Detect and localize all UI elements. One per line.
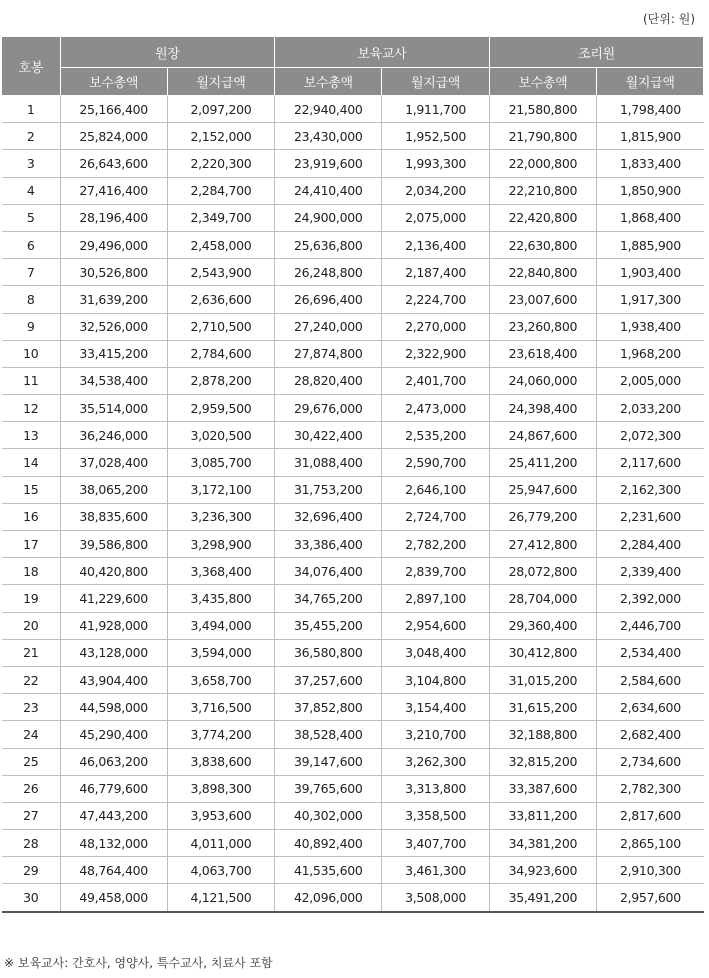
- teacher-monthly-cell: 2,646,100: [382, 476, 489, 503]
- cook-total-cell: 31,015,200: [489, 666, 596, 693]
- director-total-cell: 38,835,600: [60, 503, 167, 530]
- grade-cell: 22: [2, 666, 60, 693]
- teacher-monthly-cell: 3,210,700: [382, 721, 489, 748]
- teacher-total-cell: 24,900,000: [275, 204, 382, 231]
- cook-total-cell: 22,630,800: [489, 231, 596, 258]
- director-monthly-cell: 3,953,600: [167, 802, 274, 829]
- director-total-cell: 38,065,200: [60, 476, 167, 503]
- director-total-cell: 46,063,200: [60, 748, 167, 775]
- table-row: [2, 666, 704, 693]
- cook-monthly-cell: 1,885,900: [597, 231, 704, 258]
- table-row: [2, 585, 704, 612]
- table-row: [2, 721, 704, 748]
- teacher-total-cell: 32,696,400: [275, 503, 382, 530]
- teacher-total-cell: 39,147,600: [275, 748, 382, 775]
- director-total-cell: 37,028,400: [60, 449, 167, 476]
- cook-monthly-cell: 2,117,600: [597, 449, 704, 476]
- director-total-cell: 31,639,200: [60, 286, 167, 313]
- grade-cell: 17: [2, 531, 60, 558]
- director-total-cell: 25,166,400: [60, 96, 167, 123]
- director-monthly-cell: 3,298,900: [167, 531, 274, 558]
- grade-cell: 23: [2, 694, 60, 721]
- director-monthly-cell: 3,494,000: [167, 612, 274, 639]
- table-row: [2, 857, 704, 884]
- director-total-cell: 45,290,400: [60, 721, 167, 748]
- teacher-monthly-cell: 1,993,300: [382, 150, 489, 177]
- grade-cell: 21: [2, 639, 60, 666]
- cook-total-cell: 34,923,600: [489, 857, 596, 884]
- teacher-monthly-cell: 1,911,700: [382, 96, 489, 123]
- teacher-total-cell: 23,430,000: [275, 123, 382, 150]
- table-row: [2, 639, 704, 666]
- grade-cell: 27: [2, 802, 60, 829]
- cook-monthly-cell: 2,957,600: [597, 884, 704, 912]
- table-row: [2, 531, 704, 558]
- teacher-total-cell: 37,257,600: [275, 666, 382, 693]
- footnote: ※ 보육교사: 간호사, 영양사, 특수교사, 치료사 포함: [4, 956, 273, 970]
- cook-monthly-cell: 2,072,300: [597, 422, 704, 449]
- teacher-monthly-cell: 3,048,400: [382, 639, 489, 666]
- cook-monthly-cell: 1,938,400: [597, 313, 704, 340]
- cook-total-cell: 32,188,800: [489, 721, 596, 748]
- grade-cell: 12: [2, 395, 60, 422]
- table-row: [2, 476, 704, 503]
- grade-cell: 3: [2, 150, 60, 177]
- director-monthly-cell: 2,097,200: [167, 96, 274, 123]
- cook-monthly-cell: 2,534,400: [597, 639, 704, 666]
- teacher-total-cell: 27,240,000: [275, 313, 382, 340]
- header-teacher-total: 보수총액: [275, 68, 382, 96]
- director-monthly-cell: 2,710,500: [167, 313, 274, 340]
- director-monthly-cell: 3,085,700: [167, 449, 274, 476]
- teacher-monthly-cell: 3,104,800: [382, 666, 489, 693]
- cook-total-cell: 35,491,200: [489, 884, 596, 912]
- teacher-monthly-cell: 2,322,900: [382, 340, 489, 367]
- cook-monthly-cell: 2,446,700: [597, 612, 704, 639]
- teacher-monthly-cell: 2,897,100: [382, 585, 489, 612]
- teacher-monthly-cell: 2,782,200: [382, 531, 489, 558]
- director-monthly-cell: 3,236,300: [167, 503, 274, 530]
- grade-cell: 18: [2, 558, 60, 585]
- table-row: [2, 177, 704, 204]
- grade-cell: 1: [2, 96, 60, 123]
- cook-total-cell: 27,412,800: [489, 531, 596, 558]
- teacher-total-cell: 42,096,000: [275, 884, 382, 912]
- director-total-cell: 30,526,800: [60, 259, 167, 286]
- director-total-cell: 40,420,800: [60, 558, 167, 585]
- table-row: [2, 150, 704, 177]
- teacher-monthly-cell: 2,954,600: [382, 612, 489, 639]
- teacher-monthly-cell: 2,075,000: [382, 204, 489, 231]
- pay-table: [2, 36, 704, 913]
- cook-monthly-cell: 2,392,000: [597, 585, 704, 612]
- header-director-total: 보수총액: [60, 68, 167, 96]
- grade-cell: 14: [2, 449, 60, 476]
- cook-total-cell: 21,580,800: [489, 96, 596, 123]
- header-cook-total: 보수총액: [489, 68, 596, 96]
- grade-cell: 20: [2, 612, 60, 639]
- cook-monthly-cell: 2,734,600: [597, 748, 704, 775]
- teacher-monthly-cell: 2,473,000: [382, 395, 489, 422]
- teacher-total-cell: 22,940,400: [275, 96, 382, 123]
- table-row: [2, 612, 704, 639]
- cook-total-cell: 28,072,800: [489, 558, 596, 585]
- teacher-total-cell: 27,874,800: [275, 340, 382, 367]
- cook-total-cell: 29,360,400: [489, 612, 596, 639]
- cook-total-cell: 31,615,200: [489, 694, 596, 721]
- director-monthly-cell: 2,284,700: [167, 177, 274, 204]
- director-total-cell: 41,229,600: [60, 585, 167, 612]
- director-total-cell: 27,416,400: [60, 177, 167, 204]
- cook-total-cell: 33,387,600: [489, 775, 596, 802]
- grade-cell: 24: [2, 721, 60, 748]
- grade-cell: 10: [2, 340, 60, 367]
- table-row: [2, 96, 704, 123]
- table-row: [2, 123, 704, 150]
- grade-cell: 9: [2, 313, 60, 340]
- header-teacher-monthly: 월지급액: [382, 68, 489, 96]
- director-total-cell: 43,128,000: [60, 639, 167, 666]
- teacher-total-cell: 28,820,400: [275, 367, 382, 394]
- director-total-cell: 36,246,000: [60, 422, 167, 449]
- director-monthly-cell: 2,458,000: [167, 231, 274, 258]
- director-total-cell: 49,458,000: [60, 884, 167, 912]
- teacher-total-cell: 40,302,000: [275, 802, 382, 829]
- director-total-cell: 48,132,000: [60, 830, 167, 857]
- director-monthly-cell: 3,838,600: [167, 748, 274, 775]
- teacher-total-cell: 23,919,600: [275, 150, 382, 177]
- table-body: [2, 96, 704, 912]
- cook-monthly-cell: 2,584,600: [597, 666, 704, 693]
- director-monthly-cell: 4,011,000: [167, 830, 274, 857]
- teacher-total-cell: 24,410,400: [275, 177, 382, 204]
- cook-monthly-cell: 2,682,400: [597, 721, 704, 748]
- header-group-cook: 조리원: [489, 37, 704, 68]
- header-director-monthly: 월지급액: [167, 68, 274, 96]
- teacher-total-cell: 31,753,200: [275, 476, 382, 503]
- grade-cell: 8: [2, 286, 60, 313]
- director-total-cell: 33,415,200: [60, 340, 167, 367]
- table-row: [2, 503, 704, 530]
- cook-monthly-cell: 1,850,900: [597, 177, 704, 204]
- table-row: [2, 231, 704, 258]
- cook-monthly-cell: 2,339,400: [597, 558, 704, 585]
- director-total-cell: 46,779,600: [60, 775, 167, 802]
- grade-cell: 26: [2, 775, 60, 802]
- director-total-cell: 41,928,000: [60, 612, 167, 639]
- teacher-monthly-cell: 2,270,000: [382, 313, 489, 340]
- teacher-total-cell: 34,076,400: [275, 558, 382, 585]
- table-row: [2, 367, 704, 394]
- grade-cell: 15: [2, 476, 60, 503]
- cook-monthly-cell: 1,903,400: [597, 259, 704, 286]
- teacher-monthly-cell: 2,034,200: [382, 177, 489, 204]
- director-monthly-cell: 2,543,900: [167, 259, 274, 286]
- teacher-total-cell: 26,696,400: [275, 286, 382, 313]
- grade-cell: 25: [2, 748, 60, 775]
- cook-total-cell: 23,007,600: [489, 286, 596, 313]
- director-monthly-cell: 3,020,500: [167, 422, 274, 449]
- cook-monthly-cell: 1,917,300: [597, 286, 704, 313]
- grade-cell: 5: [2, 204, 60, 231]
- teacher-total-cell: 40,892,400: [275, 830, 382, 857]
- teacher-total-cell: 31,088,400: [275, 449, 382, 476]
- table-row: [2, 694, 704, 721]
- cook-total-cell: 24,398,400: [489, 395, 596, 422]
- cook-total-cell: 22,000,800: [489, 150, 596, 177]
- cook-monthly-cell: 1,815,900: [597, 123, 704, 150]
- unit-label: (단위: 원): [643, 12, 695, 26]
- cook-total-cell: 26,779,200: [489, 503, 596, 530]
- grade-cell: 2: [2, 123, 60, 150]
- cook-monthly-cell: 1,833,400: [597, 150, 704, 177]
- cook-monthly-cell: 2,284,400: [597, 531, 704, 558]
- teacher-monthly-cell: 2,839,700: [382, 558, 489, 585]
- cook-monthly-cell: 2,005,000: [597, 367, 704, 394]
- teacher-monthly-cell: 3,508,000: [382, 884, 489, 912]
- director-total-cell: 34,538,400: [60, 367, 167, 394]
- grade-cell: 11: [2, 367, 60, 394]
- cook-total-cell: 24,867,600: [489, 422, 596, 449]
- director-monthly-cell: 3,368,400: [167, 558, 274, 585]
- cook-monthly-cell: 2,865,100: [597, 830, 704, 857]
- teacher-total-cell: 33,386,400: [275, 531, 382, 558]
- cook-monthly-cell: 2,162,300: [597, 476, 704, 503]
- table-row: [2, 775, 704, 802]
- teacher-monthly-cell: 3,313,800: [382, 775, 489, 802]
- director-monthly-cell: 3,774,200: [167, 721, 274, 748]
- teacher-monthly-cell: 3,461,300: [382, 857, 489, 884]
- director-total-cell: 32,526,000: [60, 313, 167, 340]
- director-monthly-cell: 2,878,200: [167, 367, 274, 394]
- table-row: [2, 830, 704, 857]
- grade-cell: 13: [2, 422, 60, 449]
- teacher-monthly-cell: 1,952,500: [382, 123, 489, 150]
- teacher-monthly-cell: 2,535,200: [382, 422, 489, 449]
- teacher-total-cell: 41,535,600: [275, 857, 382, 884]
- table-row: [2, 884, 704, 912]
- cook-total-cell: 23,618,400: [489, 340, 596, 367]
- teacher-total-cell: 37,852,800: [275, 694, 382, 721]
- table-row: [2, 558, 704, 585]
- teacher-monthly-cell: 3,154,400: [382, 694, 489, 721]
- teacher-monthly-cell: 3,262,300: [382, 748, 489, 775]
- director-total-cell: 25,824,000: [60, 123, 167, 150]
- teacher-total-cell: 35,455,200: [275, 612, 382, 639]
- director-total-cell: 43,904,400: [60, 666, 167, 693]
- cook-total-cell: 21,790,800: [489, 123, 596, 150]
- director-monthly-cell: 2,220,300: [167, 150, 274, 177]
- table-row: [2, 395, 704, 422]
- teacher-monthly-cell: 2,187,400: [382, 259, 489, 286]
- cook-monthly-cell: 1,798,400: [597, 96, 704, 123]
- header-group-teacher: 보육교사: [275, 37, 490, 68]
- teacher-total-cell: 26,248,800: [275, 259, 382, 286]
- cook-total-cell: 22,840,800: [489, 259, 596, 286]
- header-group-director: 원장: [60, 37, 275, 68]
- cook-monthly-cell: 1,868,400: [597, 204, 704, 231]
- header-grade: 호봉: [2, 37, 60, 96]
- cook-monthly-cell: 2,231,600: [597, 503, 704, 530]
- cook-total-cell: 28,704,000: [489, 585, 596, 612]
- director-total-cell: 26,643,600: [60, 150, 167, 177]
- director-monthly-cell: 2,959,500: [167, 395, 274, 422]
- director-monthly-cell: 2,784,600: [167, 340, 274, 367]
- grade-cell: 16: [2, 503, 60, 530]
- cook-total-cell: 25,411,200: [489, 449, 596, 476]
- teacher-total-cell: 34,765,200: [275, 585, 382, 612]
- director-monthly-cell: 4,121,500: [167, 884, 274, 912]
- cook-monthly-cell: 1,968,200: [597, 340, 704, 367]
- teacher-monthly-cell: 2,224,700: [382, 286, 489, 313]
- table-row: [2, 449, 704, 476]
- teacher-total-cell: 36,580,800: [275, 639, 382, 666]
- grade-cell: 6: [2, 231, 60, 258]
- header-cook-monthly: 월지급액: [597, 68, 704, 96]
- director-total-cell: 48,764,400: [60, 857, 167, 884]
- teacher-monthly-cell: 3,407,700: [382, 830, 489, 857]
- table-header: [2, 37, 704, 96]
- table-row: [2, 204, 704, 231]
- table-row: [2, 286, 704, 313]
- director-total-cell: 35,514,000: [60, 395, 167, 422]
- director-monthly-cell: 3,898,300: [167, 775, 274, 802]
- grade-cell: 4: [2, 177, 60, 204]
- director-monthly-cell: 3,716,500: [167, 694, 274, 721]
- grade-cell: 30: [2, 884, 60, 912]
- cook-total-cell: 34,381,200: [489, 830, 596, 857]
- teacher-monthly-cell: 3,358,500: [382, 802, 489, 829]
- table-row: [2, 422, 704, 449]
- cook-monthly-cell: 2,817,600: [597, 802, 704, 829]
- director-monthly-cell: 3,658,700: [167, 666, 274, 693]
- director-monthly-cell: 3,435,800: [167, 585, 274, 612]
- director-total-cell: 28,196,400: [60, 204, 167, 231]
- director-total-cell: 29,496,000: [60, 231, 167, 258]
- teacher-monthly-cell: 2,724,700: [382, 503, 489, 530]
- director-monthly-cell: 2,636,600: [167, 286, 274, 313]
- teacher-total-cell: 39,765,600: [275, 775, 382, 802]
- table-row: [2, 259, 704, 286]
- table-row: [2, 313, 704, 340]
- teacher-total-cell: 29,676,000: [275, 395, 382, 422]
- cook-total-cell: 23,260,800: [489, 313, 596, 340]
- grade-cell: 28: [2, 830, 60, 857]
- cook-monthly-cell: 2,782,300: [597, 775, 704, 802]
- cook-total-cell: 22,420,800: [489, 204, 596, 231]
- teacher-total-cell: 38,528,400: [275, 721, 382, 748]
- cook-monthly-cell: 2,634,600: [597, 694, 704, 721]
- grade-cell: 19: [2, 585, 60, 612]
- director-monthly-cell: 2,349,700: [167, 204, 274, 231]
- cook-total-cell: 30,412,800: [489, 639, 596, 666]
- teacher-total-cell: 30,422,400: [275, 422, 382, 449]
- cook-total-cell: 22,210,800: [489, 177, 596, 204]
- table-row: [2, 748, 704, 775]
- cook-total-cell: 25,947,600: [489, 476, 596, 503]
- teacher-monthly-cell: 2,401,700: [382, 367, 489, 394]
- director-total-cell: 44,598,000: [60, 694, 167, 721]
- table-row: [2, 802, 704, 829]
- teacher-total-cell: 25,636,800: [275, 231, 382, 258]
- director-total-cell: 39,586,800: [60, 531, 167, 558]
- teacher-monthly-cell: 2,590,700: [382, 449, 489, 476]
- teacher-monthly-cell: 2,136,400: [382, 231, 489, 258]
- director-monthly-cell: 3,172,100: [167, 476, 274, 503]
- director-total-cell: 47,443,200: [60, 802, 167, 829]
- cook-monthly-cell: 2,910,300: [597, 857, 704, 884]
- cook-monthly-cell: 2,033,200: [597, 395, 704, 422]
- grade-cell: 29: [2, 857, 60, 884]
- cook-total-cell: 33,811,200: [489, 802, 596, 829]
- cook-total-cell: 24,060,000: [489, 367, 596, 394]
- grade-cell: 7: [2, 259, 60, 286]
- cook-total-cell: 32,815,200: [489, 748, 596, 775]
- director-monthly-cell: 4,063,700: [167, 857, 274, 884]
- table-row: [2, 340, 704, 367]
- director-monthly-cell: 3,594,000: [167, 639, 274, 666]
- director-monthly-cell: 2,152,000: [167, 123, 274, 150]
